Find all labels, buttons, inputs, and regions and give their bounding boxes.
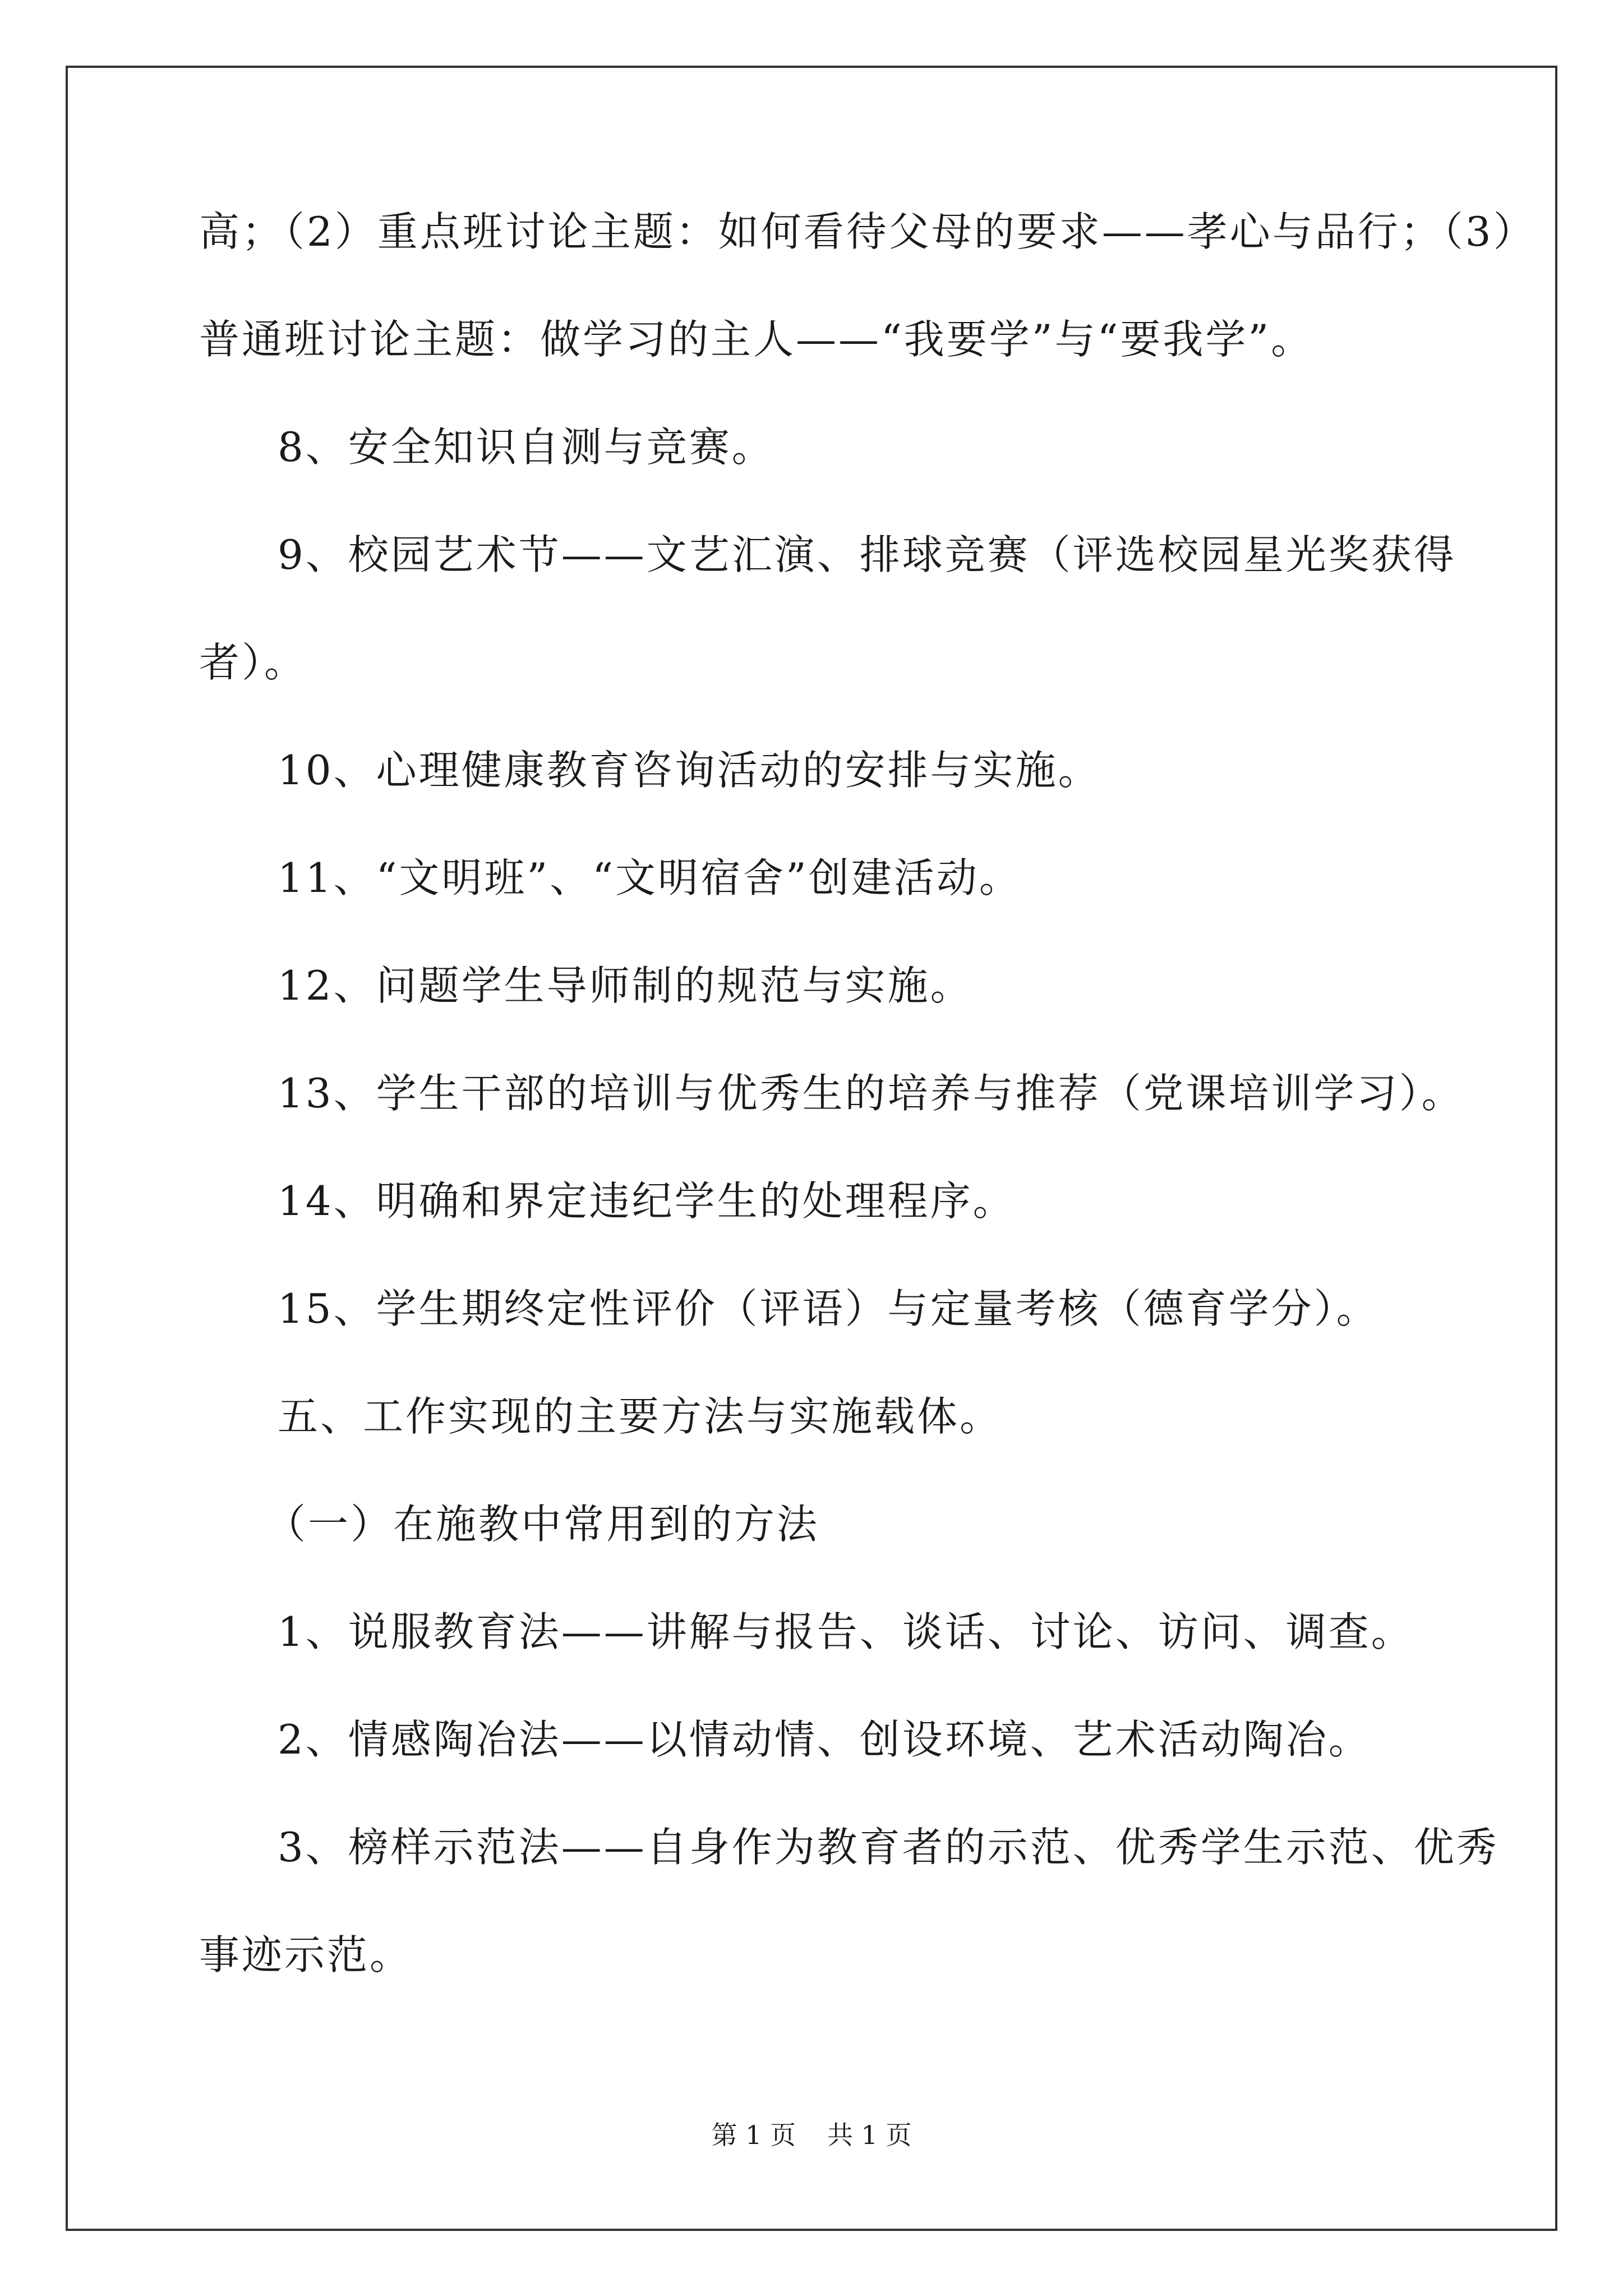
list-item: 8、安全知识自测与竞赛。 (278, 424, 774, 471)
text-line: 者）。 (199, 639, 307, 686)
page-border (66, 66, 1557, 2231)
list-item: 9、校园艺术节——文艺汇演、排球竞赛（评选校园星光奖获得 (278, 531, 1456, 578)
list-item: 12、问题学生导师制的规范与实施。 (278, 962, 973, 1009)
page-footer (0, 2118, 1623, 2152)
page-number: 第 1 页 (711, 2120, 796, 2150)
list-item: 13、学生干部的培训与优秀生的培养与推荐（党课培训学习）。 (278, 1070, 1464, 1117)
text-line: 普通班讨论主题：做学习的主人——“我要学”与“要我学”。 (199, 316, 1314, 363)
list-item: 14、明确和界定违纪学生的处理程序。 (278, 1177, 1016, 1225)
subsection-heading: （一）在施教中常用到的方法 (265, 1501, 820, 1548)
list-item: 15、学生期终定性评价（评语）与定量考核（德育学分）。 (278, 1285, 1379, 1332)
text-line: 高；（2）重点班讨论主题：如何看待父母的要求——孝心与品行；（3） (199, 208, 1536, 255)
list-item: 3、榜样示范法——自身作为教育者的示范、优秀学生示范、优秀 (278, 1824, 1499, 1871)
page-total: 共 1 页 (827, 2120, 912, 2150)
section-heading: 五、工作实现的主要方法与实施载体。 (278, 1393, 1003, 1440)
list-item: 2、情感陶冶法——以情动情、创设环境、艺术活动陶冶。 (278, 1716, 1371, 1763)
list-item: 10、心理健康教育咨询活动的安排与实施。 (278, 747, 1101, 794)
list-item: 11、“文明班”、“文明宿舍”创建活动。 (278, 854, 1022, 901)
text-line: 事迹示范。 (199, 1931, 413, 1978)
list-item: 1、说服教育法——讲解与报告、谈话、讨论、访问、调查。 (278, 1608, 1414, 1655)
